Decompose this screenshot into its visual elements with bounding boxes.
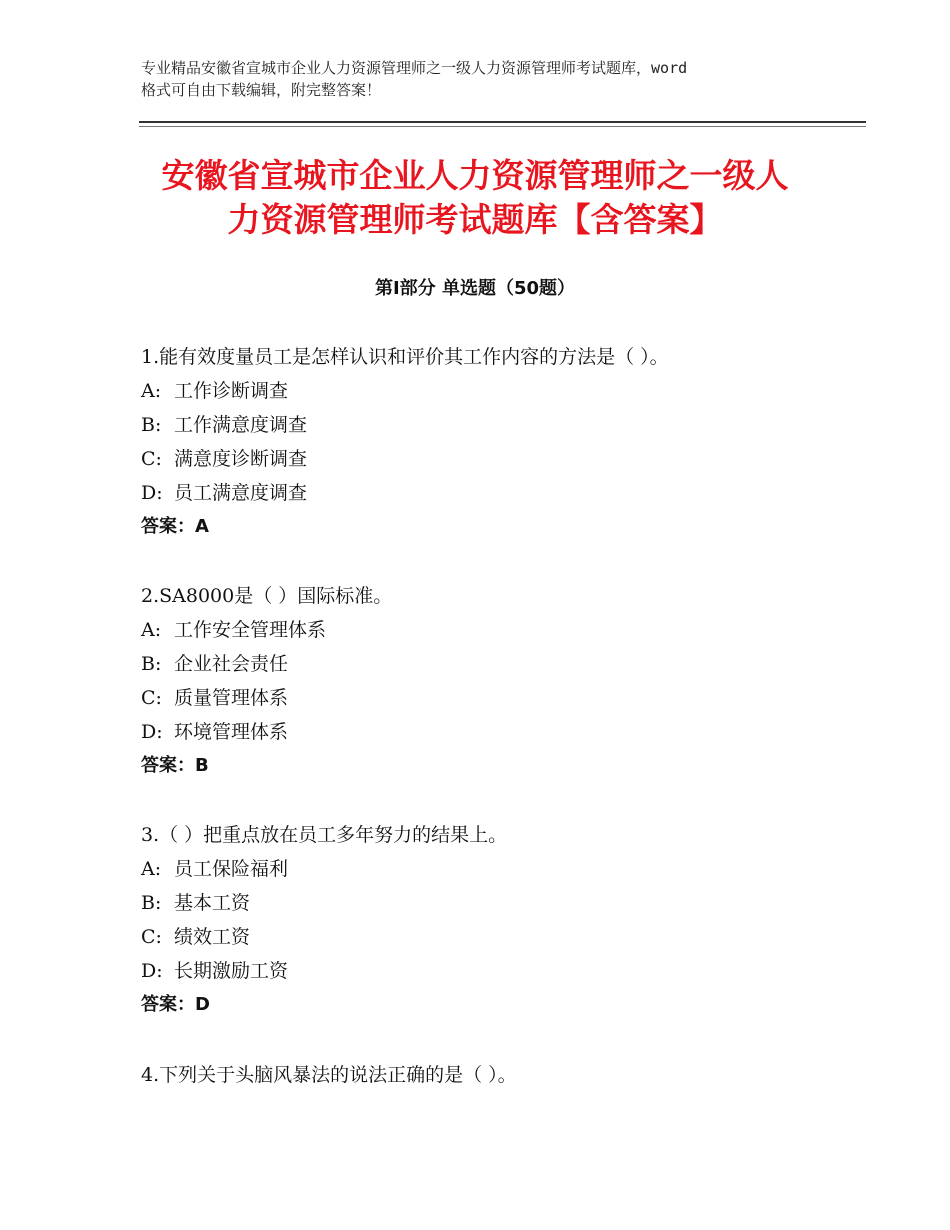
option-text: 工作满意度调查 [174,414,308,436]
document-title-line-2: 力资源管理师考试题库【含答案】 [227,200,723,239]
option-text: 基本工资 [174,892,251,914]
option-text: 长期激励工资 [174,960,289,982]
question-stem: 2.SA8000是（ ）国际标准。 [141,585,393,607]
option-c [141,681,861,715]
header-divider-thick [139,121,866,123]
option-letter: D: [141,721,163,743]
option-letter: D: [141,482,163,504]
option-a [141,374,861,408]
option-d [141,476,861,510]
header-note-line-2: 格式可自由下载编辑，附完整答案！ [141,81,382,99]
option-text: 满意度诊断调查 [174,448,308,470]
answer-label: 答案：A [141,516,209,537]
option-letter: A: [141,619,162,641]
option-d [141,715,861,749]
option-b [141,408,861,442]
option-d [141,954,861,988]
option-letter: B: [141,653,162,675]
option-b [141,886,861,920]
answer-label: 答案：B [141,755,209,776]
header-note [141,57,841,101]
option-text: 绩效工资 [174,926,251,948]
option-text: 员工保险福利 [174,858,289,880]
option-letter: C: [141,448,162,470]
option-letter: C: [141,687,162,709]
option-a [141,852,861,886]
option-text: 工作诊断调查 [174,380,289,402]
option-b [141,647,861,681]
option-text: 质量管理体系 [174,687,289,709]
option-c [141,920,861,954]
question-4 [141,1058,861,1092]
question-1 [141,340,861,544]
question-3 [141,818,861,1022]
document-title [80,154,870,242]
option-letter: A: [141,380,162,402]
option-letter: D: [141,960,163,982]
header-note-line-1: 专业精品安徽省宣城市企业人力资源管理师之一级人力资源管理师考试题库，word [141,59,688,77]
option-text: 环境管理体系 [174,721,289,743]
option-c [141,442,861,476]
answer-label: 答案：D [141,994,210,1015]
option-letter: A: [141,858,162,880]
option-text: 企业社会责任 [174,653,289,675]
option-letter: B: [141,414,162,436]
option-a [141,613,861,647]
question-stem: 4.下列关于头脑风暴法的说法正确的是（ ）。 [141,1064,517,1086]
header-divider-thin [139,126,866,127]
question-stem: 1.能有效度量员工是怎样认识和评价其工作内容的方法是（ ）。 [141,346,669,368]
option-text: 员工满意度调查 [174,482,308,504]
option-text: 工作安全管理体系 [174,619,327,641]
option-letter: B: [141,892,162,914]
option-letter: C: [141,926,162,948]
question-stem: 3.（ ）把重点放在员工多年努力的结果上。 [141,824,508,846]
section-title: 第Ⅰ部分 单选题（50题） [374,278,575,299]
document-title-line-1: 安徽省宣城市企业人力资源管理师之一级人 [161,156,789,195]
question-2 [141,579,861,783]
